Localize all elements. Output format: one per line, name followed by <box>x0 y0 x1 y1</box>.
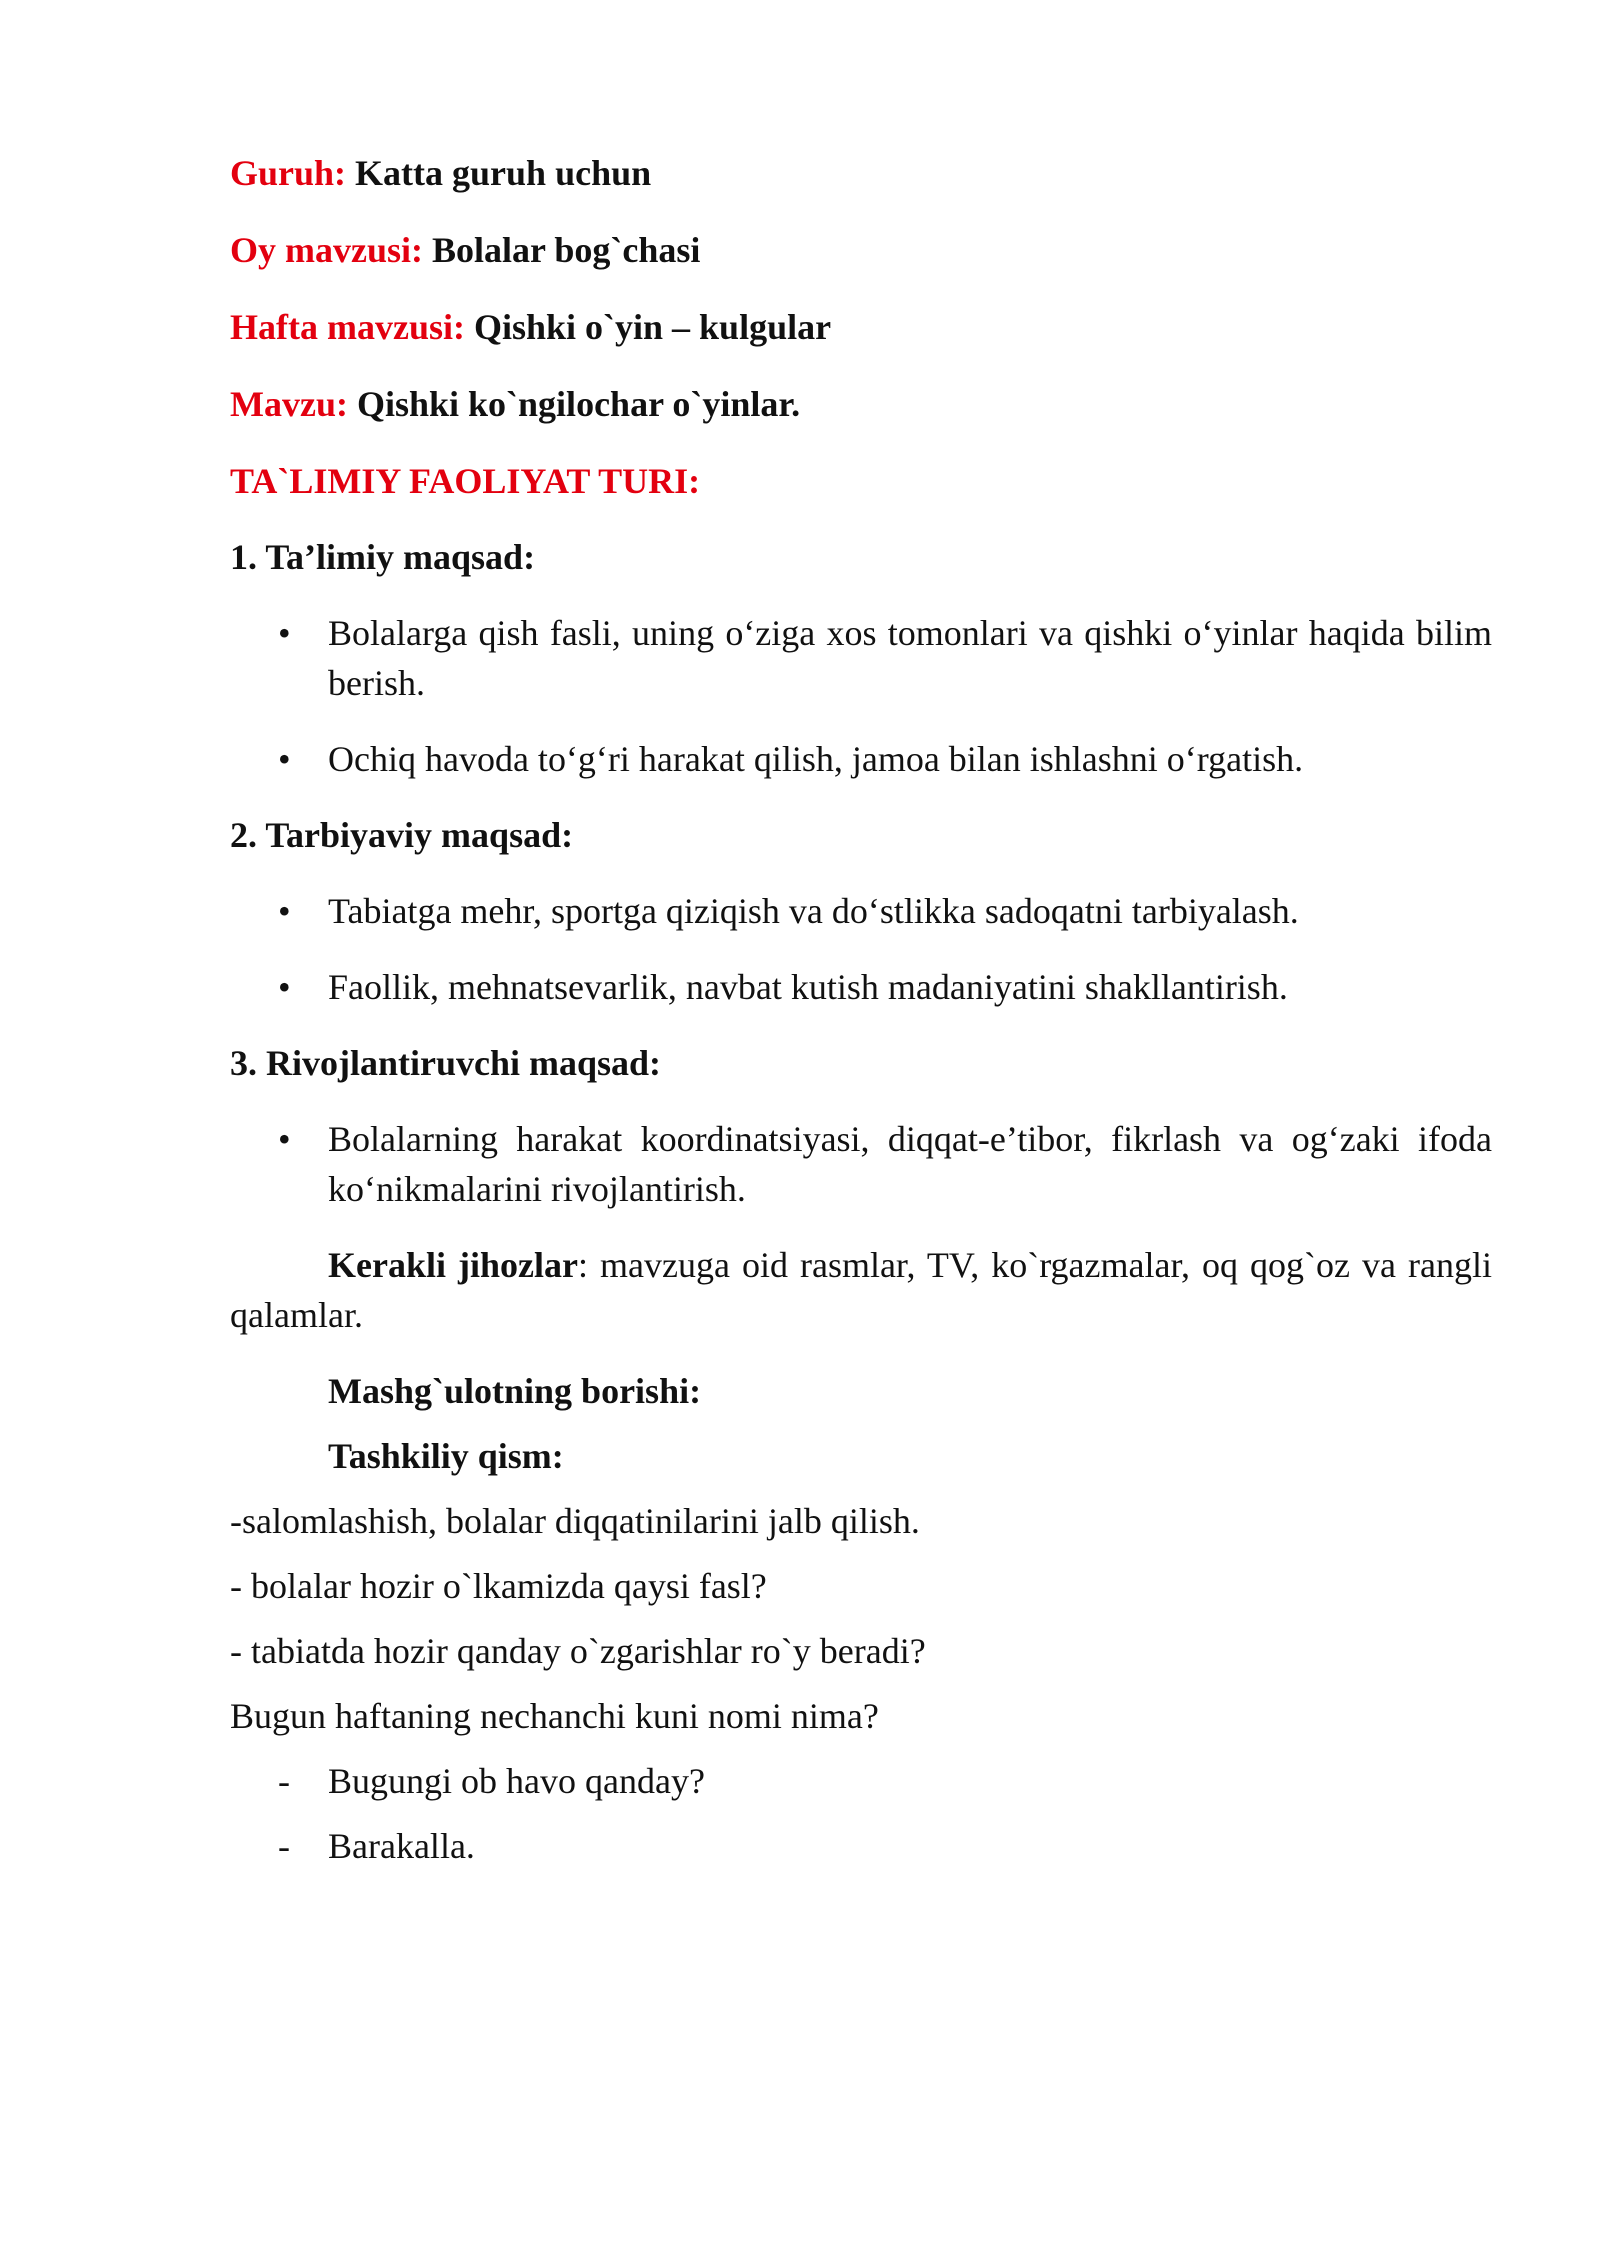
equipment-text: : mavzuga oid rasmlar, TV, ko`rgazmalar, oq qog`oz va rangli qalamlar. <box>230 1245 1492 1335</box>
list-item <box>230 1114 1492 1214</box>
header-week-topic <box>230 302 1492 352</box>
text-line: - tabiatda hozir qanday o`zgarishlar ro`y beradi? <box>230 1631 926 1671</box>
header-label: Hafta mavzusi: <box>230 307 465 347</box>
equipment-label: Kerakli jihozlar <box>328 1245 578 1285</box>
bullet-icon: • <box>278 967 291 1007</box>
bullet-icon: • <box>278 1119 291 1159</box>
header-month-topic <box>230 225 1492 275</box>
bullet-list <box>230 1114 1492 1214</box>
list-item-text: Faollik, mehnatsevarlik, navbat kutish madaniyatini shakllantirish. <box>328 967 1288 1007</box>
organization-heading: Tashkiliy qism: <box>328 1436 564 1476</box>
header-label: Guruh: <box>230 153 347 193</box>
document-content <box>230 148 1492 1886</box>
header-label: Mavzu: <box>230 384 348 424</box>
section-heading: 1. Ta’limiy maqsad: <box>230 537 536 577</box>
bullet-list <box>230 886 1492 1012</box>
progress-heading: Mashg`ulotning borishi: <box>328 1371 702 1411</box>
header-value: Katta guruh uchun <box>355 153 652 193</box>
list-item <box>230 734 1492 784</box>
list-item-text: Ochiq havoda to‘g‘ri harakat qilish, jamoa bilan ishlashni o‘rgatish. <box>328 739 1304 779</box>
dash-icon: - <box>278 1826 290 1866</box>
list-item-text: Barakalla. <box>328 1826 475 1866</box>
bullet-icon: • <box>278 613 291 653</box>
list-item-text: Bolalarning harakat koordinatsiyasi, diqqat-e’tibor, fikrlash va og‘zaki ifoda ko‘nikmalarini rivojlantirish. <box>328 1119 1492 1209</box>
equipment-paragraph <box>230 1240 1492 1340</box>
section-heading: 2. Tarbiyaviy maqsad: <box>230 815 574 855</box>
list-item-text: Tabiatga mehr, sportga qiziqish va do‘stlikka sadoqatni tarbiyalash. <box>328 891 1299 931</box>
dash-list <box>230 1756 1492 1871</box>
header-value: Qishki ko`ngilochar o`yinlar. <box>356 384 801 424</box>
header-topic <box>230 379 1492 429</box>
header-label: Oy mavzusi: <box>230 230 423 270</box>
list-item-text: Bugungi ob havo qanday? <box>328 1761 705 1801</box>
list-item <box>230 962 1492 1012</box>
list-item <box>230 886 1492 936</box>
dash-icon: - <box>278 1761 290 1801</box>
section-heading: 3. Rivojlantiruvchi maqsad: <box>230 1043 662 1083</box>
bullet-icon: • <box>278 739 291 779</box>
bullet-icon: • <box>278 891 291 931</box>
header-value: Bolalar bog`chasi <box>432 230 701 270</box>
list-item-text: Bolalarga qish fasli, uning o‘ziga xos tomonlari va qishki o‘yinlar haqida bilim berish. <box>328 613 1492 703</box>
list-item <box>230 1821 1492 1871</box>
header-value: Qishki o`yin – kulgular <box>473 307 832 347</box>
text-line: Bugun haftaning nechanchi kuni nomi nima? <box>230 1696 879 1736</box>
list-item <box>230 608 1492 708</box>
activity-type-title: TA`LIMIY FAOLIYAT TURI: <box>230 461 701 501</box>
text-line: - bolalar hozir o`lkamizda qaysi fasl? <box>230 1566 767 1606</box>
text-line: -salomlashish, bolalar diqqatinilarini jalb qilish. <box>230 1501 920 1541</box>
bullet-list <box>230 608 1492 784</box>
list-item <box>230 1756 1492 1806</box>
header-group <box>230 148 1492 198</box>
